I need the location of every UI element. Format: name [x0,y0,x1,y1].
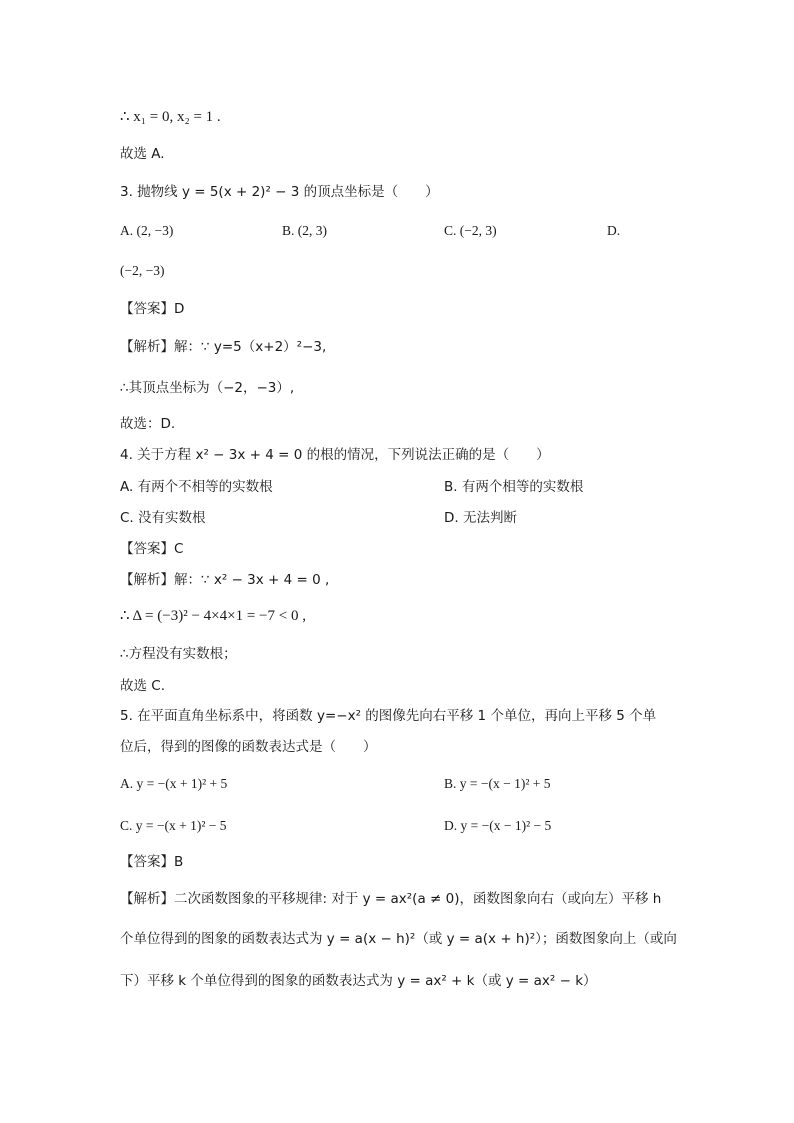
solution-roots: ∴ x₁ = 0, x₂ = 1 . [120,109,221,125]
choice-line: 故选 A. [120,146,165,162]
q5-explanation-1: 【解析】二次函数图象的平移规律: 对于 y = ax²(a ≠ 0)，函数图象向右（或向左）平移 h [120,891,662,907]
q3-option-d-label: D. [607,223,621,238]
q5-answer: 【答案】B [120,854,184,870]
q4-explanation-1: 【解析】解：∵ x² − 3x + 4 = 0 , [120,572,330,588]
q5-option-a: A. y = −(x + 1)² + 5 [120,776,228,791]
q4-explanation-3: ∴方程没有实数根； [120,646,237,662]
q4-option-a: A. 有两个不相等的实数根 [120,479,273,495]
q5-option-d: D. y = −(x − 1)² − 5 [444,818,552,833]
q5-explanation-3: 下）平移 k 个单位得到的图象的函数表达式为 y = ax² + k（或 y = ax² − k） [120,973,597,989]
q3-answer: 【答案】D [120,301,185,317]
q3-option-a: A. (2, −3) [120,223,174,238]
q5-option-c: C. y = −(x + 1)² − 5 [120,818,227,833]
q5-explanation-2: 个单位得到的图象的函数表达式为 y = a(x − h)²（或 y = a(x + h)²）；函数图象向上（或向 [120,931,677,947]
q3-option-b: B. (2, 3) [282,223,327,238]
q3-explanation-1: 【解析】解：∵ y=5（x+2）²−3, [120,339,327,355]
q5-stem-2: 位后，得到的图像的函数表达式是（ ） [120,739,377,755]
q5-stem-1: 5. 在平面直角坐标系中，将函数 y=−x² 的图像先向右平移 1 个单位，再向上平移 5 个单 [120,708,657,724]
q3-explanation-3: 故选：D. [120,416,176,432]
q4-stem: 4. 关于方程 x² − 3x + 4 = 0 的根的情况，下列说法正确的是（ ） [120,447,550,463]
q3-option-c: C. (−2, 3) [444,223,497,238]
q3-option-d-value: (−2, −3) [120,263,165,278]
q4-explanation-4: 故选 C. [120,678,166,694]
q3-explanation-2: ∴其顶点坐标为（−2，−3）, [120,380,295,396]
q5-option-b: B. y = −(x − 1)² + 5 [444,776,551,791]
q4-option-b: B. 有两个相等的实数根 [444,479,584,495]
q4-answer: 【答案】C [120,541,184,557]
q4-option-c: C. 没有实数根 [120,510,206,526]
q4-option-d: D. 无法判断 [444,510,517,526]
q3-stem: 3. 抛物线 y = 5(x + 2)² − 3 的顶点坐标是（ ） [120,184,439,200]
q4-explanation-2: ∴ Δ = (−3)² − 4×4×1 = −7 < 0 , [120,608,306,624]
